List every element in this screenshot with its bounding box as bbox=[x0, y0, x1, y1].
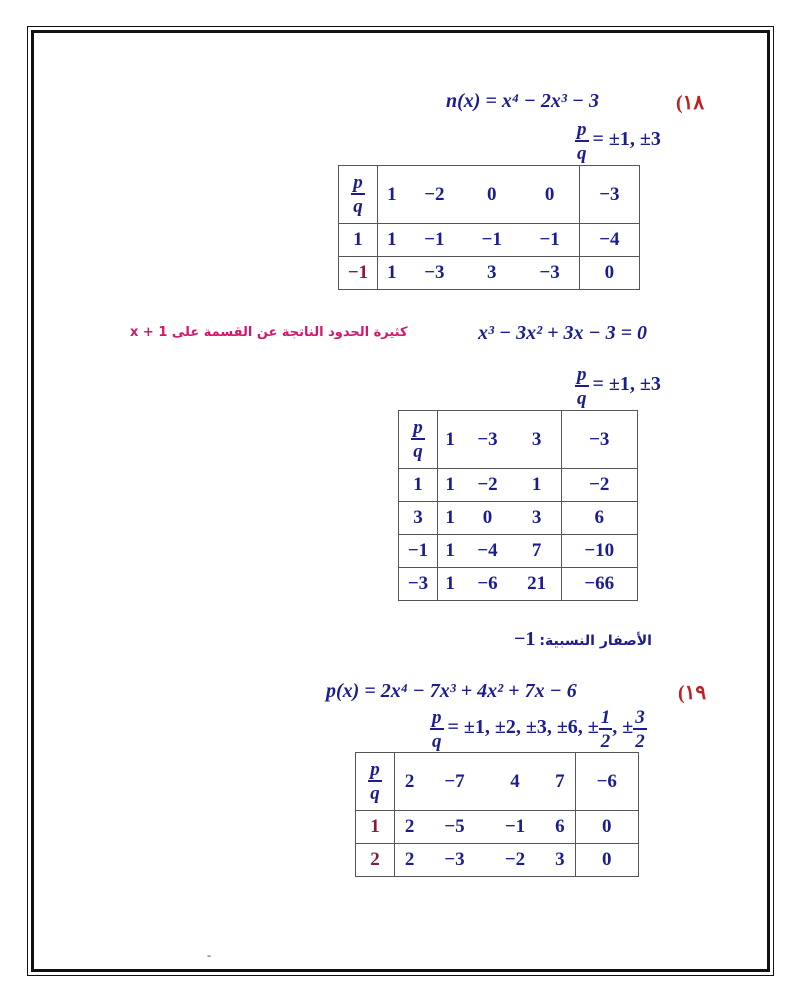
synthetic-table-3: $\frac{p}{q}$ 2 −7 4 7 −6 1 2 −5 −1 6 0 2 2 −3 −2 3 0 bbox=[355, 752, 639, 877]
rational-roots-19: $\frac{p}{q}$ = ±1, ±2, ±3, ±6, ± $\frac{1}{2}$ , ± $\frac{3}{2}$ bbox=[432, 707, 645, 752]
table-row: 1 1 −1 −1 −1 −4 bbox=[339, 224, 640, 257]
table-row: −1 1 −4 7 −10 bbox=[399, 535, 638, 568]
table-row: −3 1 −6 21 −66 bbox=[399, 568, 638, 601]
table-row: 3 1 0 3 6 bbox=[399, 502, 638, 535]
rational-roots-18: $\frac{p}{q}$ = ±1, ±3 bbox=[577, 119, 661, 164]
table-row: 1 1 −2 1 −2 bbox=[399, 469, 638, 502]
rational-roots-18b: $\frac{p}{q}$ = ±1, ±3 bbox=[577, 364, 661, 409]
table-row: −1 1 −3 3 −3 0 bbox=[339, 257, 640, 290]
table-row: 1 2 −5 −1 6 0 bbox=[356, 811, 639, 844]
footer-mark: - bbox=[207, 948, 211, 962]
depressed-note: كثيرة الحدود الناتجة عن القسمة على x + 1 bbox=[130, 325, 408, 340]
p-over-q: $\frac{p}{q}$ bbox=[577, 119, 587, 164]
equation-19: p(x) = 2x⁴ − 7x³ + 4x² + 7x − 6 bbox=[326, 680, 577, 702]
synthetic-table-1: $\frac{p}{q}$ 1 −2 0 0 −3 1 1 −1 −1 −1 −4 −1 1 −3 3 −3 0 bbox=[338, 165, 640, 290]
depressed-equation: x³ − 3x² + 3x − 3 = 0 bbox=[478, 322, 648, 344]
problem-number-19: (١٩ bbox=[678, 682, 707, 704]
rational-zeros: −1 الأصفار النسبية: bbox=[514, 628, 652, 650]
synthetic-table-2: $\frac{p}{q}$ 1 −3 3 −3 1 1 −2 1 −2 3 1 0 3 6 −1 1 −4 7 −10 −3 1 −6 21 −66 bbox=[398, 410, 638, 601]
equation-18: n(x) = x⁴ − 2x³ − 3 bbox=[446, 90, 600, 112]
table-row: 2 2 −3 −2 3 0 bbox=[356, 844, 639, 877]
problem-number-18: (١٨ bbox=[676, 92, 705, 114]
